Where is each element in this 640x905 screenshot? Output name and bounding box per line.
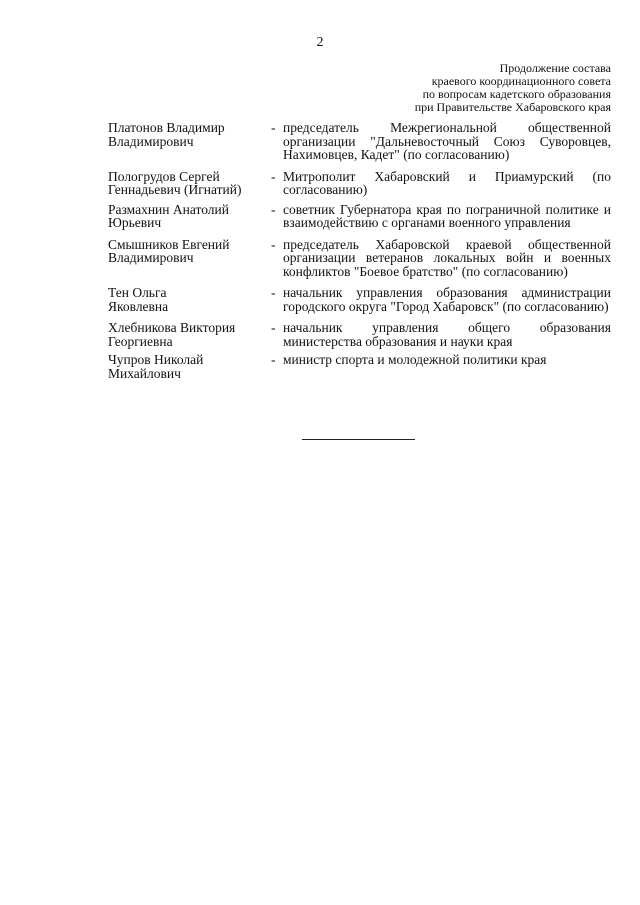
member-role: Митрополит Хабаровский и Приамурский (по согласованию) [283, 168, 611, 197]
end-divider [302, 439, 415, 440]
header-line: краевого координационного совета [431, 74, 611, 88]
member-row [108, 203, 611, 230]
member-dash: - [271, 285, 276, 300]
member-dash: - [271, 120, 276, 135]
member-row [108, 321, 611, 348]
member-role: советник Губернатора края по пограничной политике и взаимодействию с органами военного управления [283, 201, 611, 230]
member-role: начальник управления образования администрации городского округа "Город Хабаровск" (по согласованию) [283, 285, 611, 314]
member-row [108, 170, 611, 197]
member-name: Размахнин Анатолий Юрьевич [108, 201, 229, 230]
member-list [108, 121, 611, 380]
member-dash: - [271, 236, 276, 252]
member-name: Тен Ольга Яковлевна [108, 285, 169, 314]
member-dash: - [271, 352, 276, 367]
document-header [351, 62, 611, 114]
page-number: 2 [316, 35, 324, 50]
member-dash: - [271, 168, 276, 184]
member-role: председатель Хабаровской краевой общественной организации ветеранов локальных войн и военных конфликтов "Боевое братство" (по согласованию) [283, 236, 611, 279]
member-row [108, 121, 611, 162]
member-name: Чупров Николай Михайлович [108, 352, 204, 381]
member-role: начальник управления общего образования министерства образования и науки края [283, 320, 611, 349]
member-row [108, 286, 611, 313]
header-line: Продолжение состава [499, 61, 611, 75]
member-row [108, 353, 611, 380]
member-name: Платонов Владимир Владимирович [108, 120, 225, 149]
member-role: министр спорта и молодежной политики края [283, 352, 547, 367]
header-line: при Правительстве Хабаровского края [414, 100, 611, 114]
member-name: Пологрудов Сергей Геннадьевич (Игнатий) [108, 168, 242, 197]
member-name: Смышников Евгений Владимирович [108, 236, 230, 265]
member-row [108, 238, 611, 279]
member-dash: - [271, 201, 276, 217]
header-line: по вопросам кадетского образования [422, 87, 611, 101]
member-role: председатель Межрегиональной общественной организации "Дальневосточный Союз Суворовцев, Нахимовцев, Кадет" (по согласованию) [283, 120, 611, 162]
member-name: Хлебникова Виктория Георгиевна [108, 320, 236, 349]
member-dash: - [271, 320, 276, 335]
